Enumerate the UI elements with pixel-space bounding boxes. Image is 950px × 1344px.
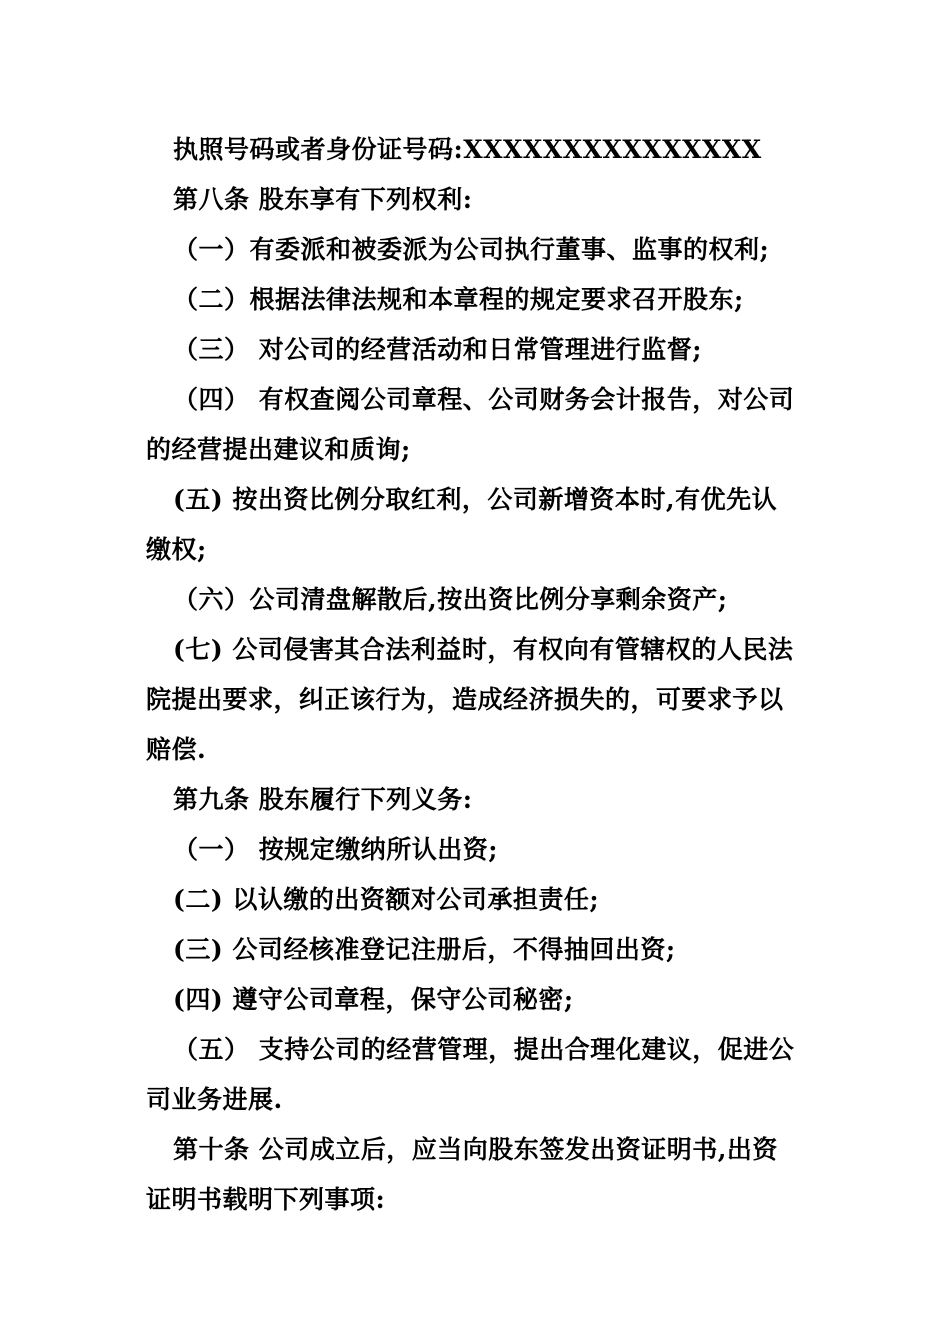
article-9-item-5-line-1: （五） 支持公司的经营管理，提出合理化建议，促进公 — [173, 1035, 795, 1064]
article-9-item-4: (四) 遵守公司章程，保守公司秘密; — [173, 985, 574, 1014]
article-10-line-1: 第十条 公司成立后，应当向股东签发出资证明书,出资 — [173, 1135, 778, 1164]
article-8-item-4-line-2: 的经营提出建议和质询; — [146, 435, 411, 464]
article-8-item-1: （一）有委派和被委派为公司执行董事、监事的权利; — [173, 235, 770, 264]
article-8-item-3: （三） 对公司的经营活动和日常管理进行监督; — [173, 335, 702, 364]
article-8-item-5-line-2: 缴权; — [146, 535, 207, 564]
article-9-item-1: （一） 按规定缴纳所认出资; — [173, 835, 498, 864]
article-9-heading: 第九条 股东履行下列义务: — [173, 785, 473, 814]
article-8-item-7-line-2: 院提出要求，纠正该行为，造成经济损失的，可要求予以 — [146, 685, 784, 714]
article-10-line-2: 证明书载明下列事项: — [146, 1185, 386, 1214]
article-9-item-2: (二) 以认缴的出资额对公司承担责任; — [173, 885, 600, 914]
article-8-item-2: （二）根据法律法规和本章程的规定要求召开股东; — [173, 285, 744, 314]
article-8-item-7-line-1: (七) 公司侵害其合法利益时，有权向有管辖权的人民法 — [173, 635, 794, 664]
article-9-item-3: (三) 公司经核准登记注册后，不得抽回出资; — [173, 935, 676, 964]
article-8-item-6: （六）公司清盘解散后,按出资比例分享剩余资产; — [173, 585, 728, 614]
article-8-item-7-line-3: 赔偿. — [146, 735, 207, 764]
article-8-item-4-line-1: （四） 有权查阅公司章程、公司财务会计报告，对公司 — [173, 385, 795, 414]
article-8-heading: 第八条 股东享有下列权利: — [173, 185, 473, 214]
article-9-item-5-line-2: 司业务进展. — [146, 1085, 283, 1114]
article-8-item-5-line-1: (五) 按出资比例分取红利，公司新增资本时,有优先认 — [173, 485, 778, 514]
id-number-line: 执照号码或者身份证号码:XXXXXXXXXXXXXXX — [173, 135, 762, 164]
